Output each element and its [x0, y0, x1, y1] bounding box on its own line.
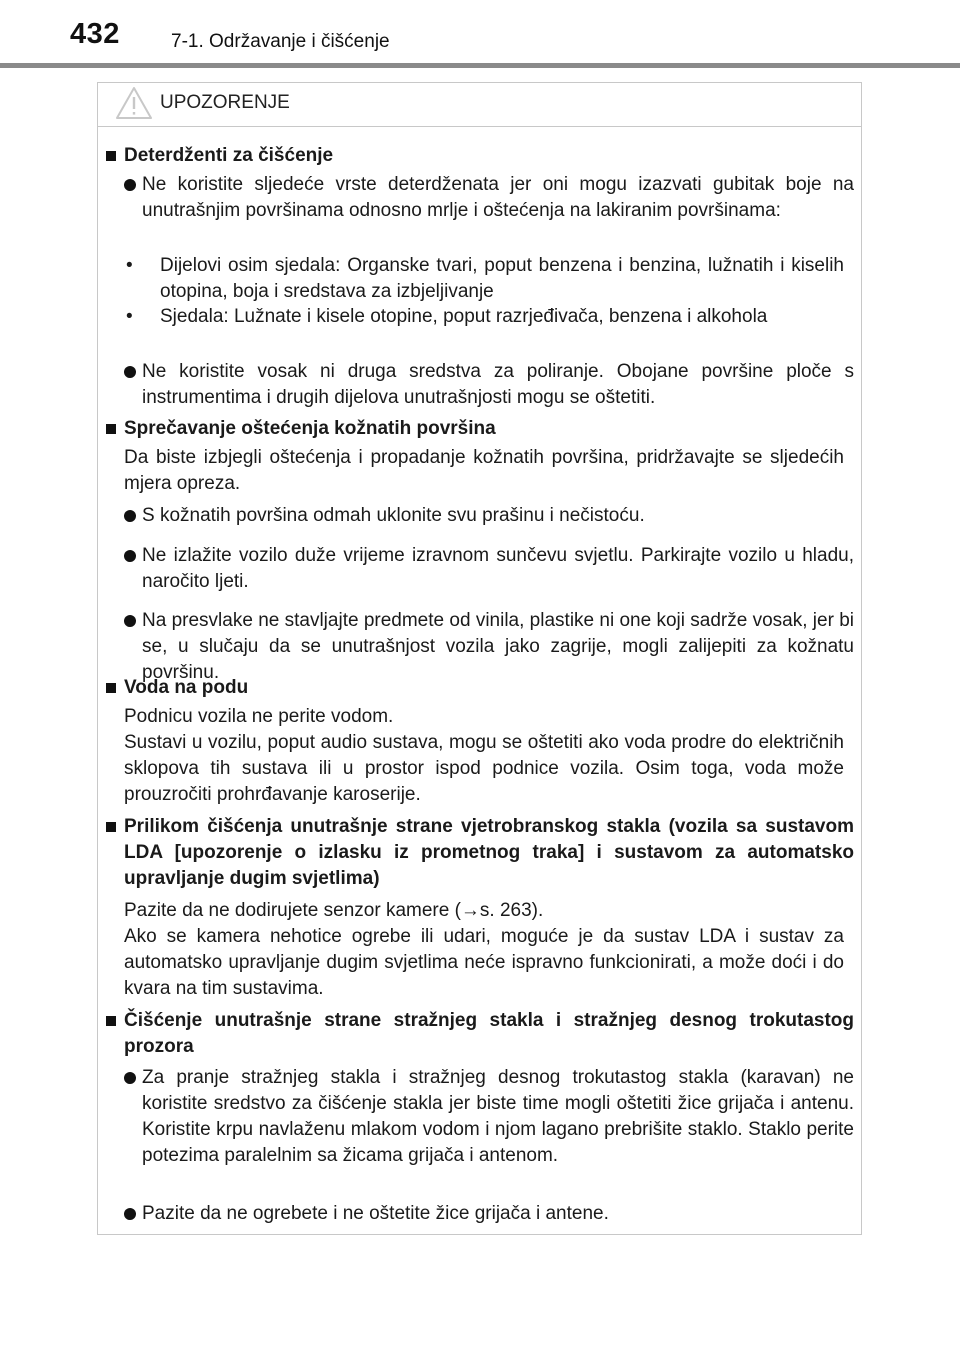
round-bullet-icon: [124, 179, 136, 191]
list-item: Na presvlake ne stavljajte predmete od vinila, plastike ni one koji sadrže vosak, jer bi se, u slučaju da se unutrašnjost vozila jako zagrije, mogli zalijepiti za kožnatu površinu.: [124, 608, 854, 686]
square-bullet-icon: [106, 683, 116, 693]
paragraph: Da biste izbjegli oštećenja i propadanje kožnatih površina, pridržavajte se sljedećih mjera opreza.: [124, 447, 844, 494]
round-bullet-icon: [124, 510, 136, 522]
paragraph: Pazite da ne dodirujete senzor kamere (→s. 263).: [124, 900, 544, 921]
square-bullet-icon: [106, 424, 116, 434]
paragraph: Podnicu vozila ne perite vodom.: [124, 706, 394, 727]
sub-list-item: • Sjedala: Lužnate i kisele otopine, poput razrjeđivača, benzena i alkohola: [126, 304, 844, 330]
header-rule: [0, 63, 960, 68]
sub-bullet-mark: •: [126, 255, 133, 276]
warning-triangle-icon: [114, 85, 154, 121]
round-bullet-icon: [124, 615, 136, 627]
list-item: Ne izlažite vozilo duže vrijeme izravnom sunčevu svjetlu. Parkirajte vozilo u hladu, naročito ljeti.: [124, 543, 854, 595]
square-bullet-icon: [106, 151, 116, 161]
sub-bullet-mark: •: [126, 306, 133, 327]
list-item: Za pranje stražnjeg stakla i stražnjeg desnog trokutastog stakla (karavan) ne koristite sredstvo za čišćenje stakla jer biste time mogli oštetiti žice grijača i antenu. Koristite krpu navlaženu mlakom vodom i njom lagano prebrišite staklo. Staklo perite potezima paralelnim sa žicama grijača i antenom.: [124, 1065, 854, 1169]
paragraph: Sustavi u vozilu, poput audio sustava, mogu se oštetiti ako voda prodre do električnih sklopova tih sustava ili u prostor ispod podnice vozila. Osim toga, voda može prouzročiti prohrđavanje karoserije.: [124, 732, 844, 805]
page-header: [0, 0, 960, 68]
paragraph: Ako se kamera nehotice ogrebe ili udari, moguće je da sustav LDA i sustav za automatsko upravljanje dugim svjetlima neće ispravno funkcionirati, a može doći i do kvara na tim sustavima.: [124, 926, 844, 999]
section-heading-detergents: Deterdženti za čišćenje: [106, 143, 854, 169]
section-heading-leather: Sprečavanje oštećenja kožnatih površina: [106, 416, 854, 442]
list-item: Ne koristite vosak ni druga sredstva za poliranje. Obojane površine ploče s instrumentima i drugih dijelova unutrašnjosti mogu se oštetiti.: [124, 359, 854, 411]
sub-list-item: • Dijelovi osim sjedala: Organske tvari, poput benzena i benzina, lužnatih i kiselih otopina, boja i sredstava za izbjeljivanje: [126, 255, 844, 302]
warning-label: UPOZORENJE: [160, 92, 290, 113]
list-item: S kožnatih površina odmah uklonite svu prašinu i nečistoću.: [124, 503, 854, 529]
round-bullet-icon: [124, 1208, 136, 1220]
round-bullet-icon: [124, 366, 136, 378]
section-heading-windshield: Prilikom čišćenja unutrašnje strane vjetrobranskog stakla (vozila sa sustavom LDA [upozorenje o izlasku iz prometnog traka] i sustavom za automatsko upravljanje dugim svjetlima): [106, 814, 854, 892]
square-bullet-icon: [106, 822, 116, 832]
section-heading-water: Voda na podu: [106, 675, 854, 701]
round-bullet-icon: [124, 550, 136, 562]
list-item: Pazite da ne ogrebete i ne oštetite žice grijača i antene.: [124, 1201, 854, 1227]
page-number: 432: [70, 18, 120, 50]
round-bullet-icon: [124, 1072, 136, 1084]
section-heading-rear-glass: Čišćenje unutrašnje strane stražnjeg stakla i stražnjeg desnog trokutastog prozora: [106, 1008, 854, 1060]
warning-header: [98, 83, 861, 127]
square-bullet-icon: [106, 1016, 116, 1026]
list-item: Ne koristite sljedeće vrste deterdženata jer oni mogu izazvati gubitak boje na unutrašnjim površinama odnosno mrlje i oštećenja na lakiranim površinama:: [124, 172, 854, 224]
warning-box: [97, 82, 862, 1235]
section-title: 7-1. Održavanje i čišćenje: [171, 31, 390, 52]
